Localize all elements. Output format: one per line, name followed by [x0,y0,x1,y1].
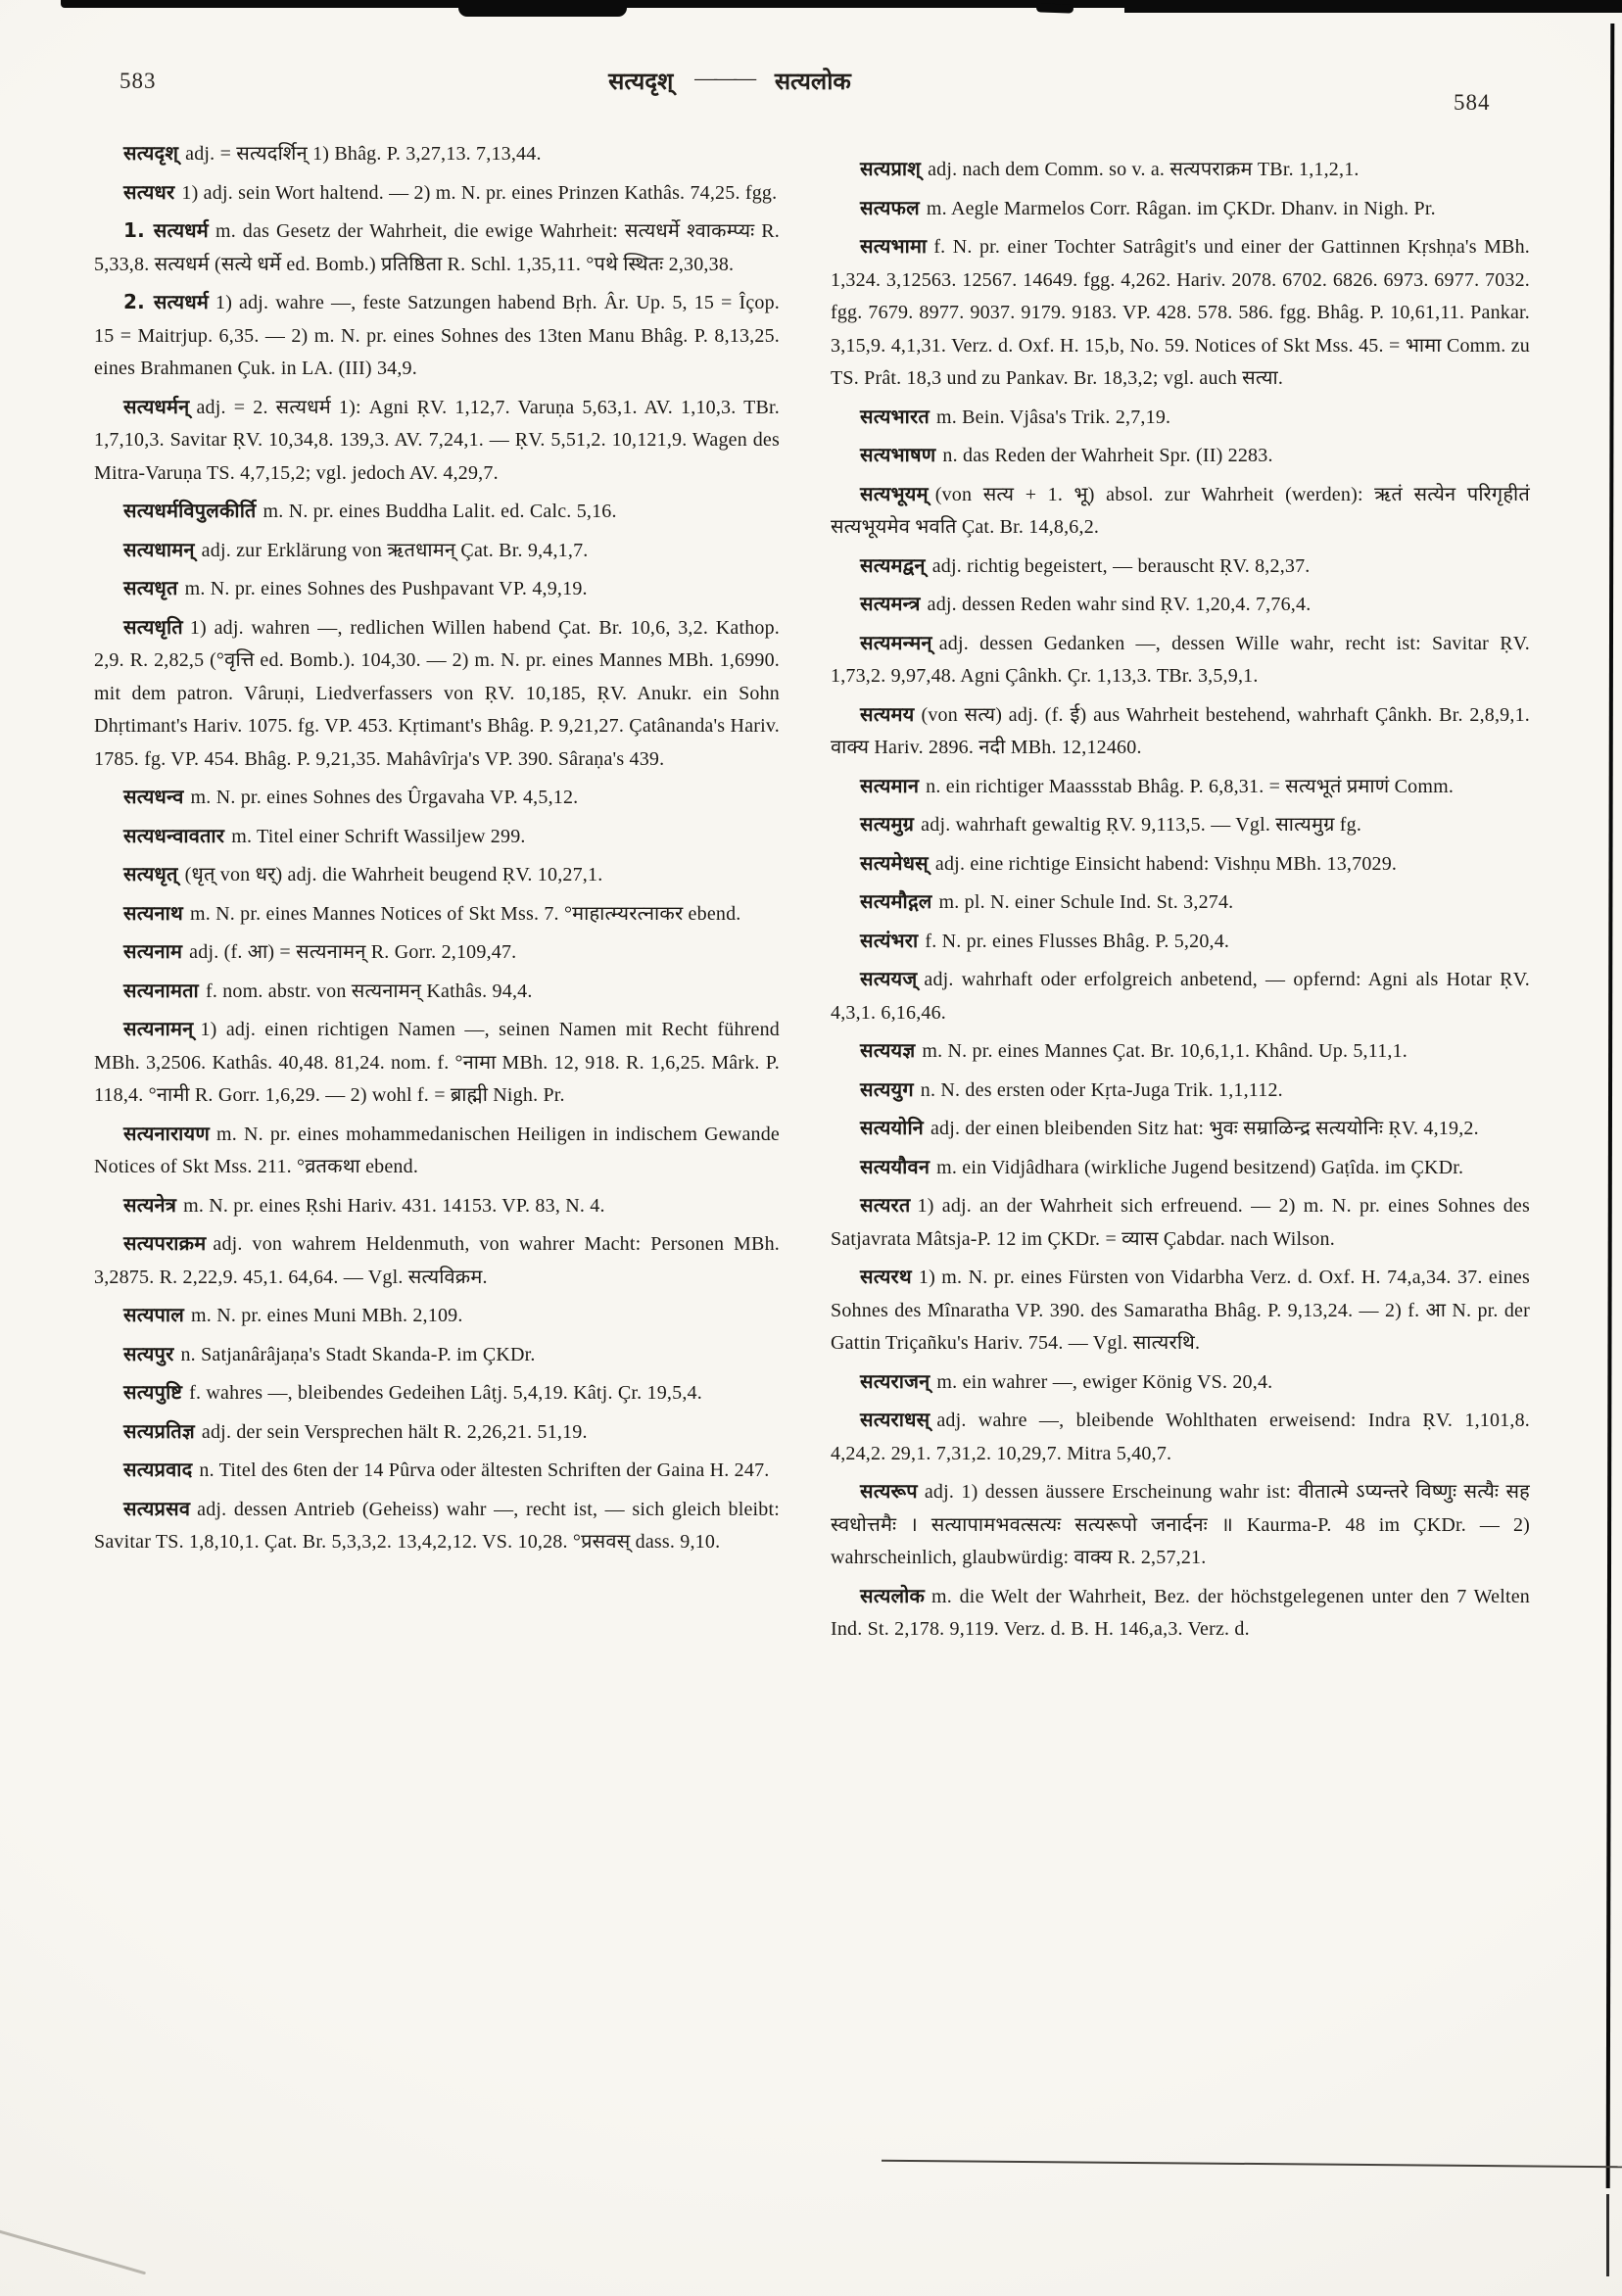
right-column [831,153,1530,1651]
dictionary-entry [94,1189,780,1223]
entry-text: m. Titel einer Schrift Wassiljew 299. [231,825,526,847]
entry-text: m. N. pr. eines Sohnes des Pushpavant VP. 4,9,19. [184,578,588,599]
scan-artifact-right-edge-line [1606,24,1615,2188]
dictionary-entry [94,975,780,1009]
entry-headword: सत्यफल [860,195,920,219]
page-number-right: 584 [1454,90,1491,115]
dictionary-entry [831,1261,1530,1361]
entry-text: n. Titel des 6ten der 14 Pûrva oder ältesten Schriften der Gaina H. 247. [199,1459,770,1481]
dictionary-entry [831,770,1530,804]
entry-headword: सत्यनामता [123,978,199,1002]
dictionary-entry [94,1376,780,1411]
dictionary-entry [94,572,780,606]
entry-headword: सत्यमद्वन् [860,552,926,577]
dictionary-entry [94,176,780,211]
entry-text: m. N. pr. eines Mannes Çat. Br. 10,6,1,1. Khând. Up. 5,11,1. [922,1040,1408,1062]
dictionary-entry [94,1118,780,1184]
dictionary-entry [94,286,780,386]
dictionary-entry [94,820,780,854]
dictionary-entry [831,847,1530,882]
dictionary-entry [831,1151,1530,1185]
entry-headword: सत्यभाषण [860,443,936,466]
dictionary-entry [831,401,1530,435]
entry-text: f. N. pr. eines Flusses Bhâg. P. 5,20,4. [925,930,1230,952]
entry-headword: सत्यरत [860,1193,911,1217]
entry-headword: सत्यराधस् [860,1408,930,1431]
entry-headword: सत्यभूयम् [860,481,929,505]
entry-text: 1) m. N. pr. eines Fürsten von Vidarbha Verz. d. Oxf. H. 74,a,34. 37. eines Sohnes des Mînaratha VP. 390. des Samaratha Bhâg. P. 9,13,24. — 2) f. आ N. pr. der Gattin Triçañku's Hariv. 754. — Vgl. सात्यरथि. [831,1267,1530,1354]
entry-text: adj. zur Erklärung von ऋतधामन् Çat. Br. 9,4,1,7. [201,539,589,561]
entry-text: adj. der sein Versprechen hält R. 2,26,21. 51,19. [201,1420,588,1443]
entry-text: 1) adj. wahre —, feste Satzungen habend Bṛh. Âr. Up. 5, 15 = Îçop. 15 = Maitrjup. 6,35. — 2) m. N. pr. eines Sohnes des 13ten Manu Bhâg. P. 8,13,25. eines Brahmanen Çuk. in LA. (III) 34,9. [94,292,780,379]
entry-text: adj. dessen Antrieb (Geheiss) wahr —, recht ist, — sich gleich bleibt: Savitar TS. 1,8,10,1. Çat. Br. 5,3,3,2. 13,4,2,12. VS. 10,28. °प्रसवस् dass. 9,10. [94,1498,780,1553]
entry-text: m. die Welt der Wahrheit, Bez. der höchstgelegenen unter den 7 Welten Ind. St. 2,178. 9,119. Verz. d. B. H. 146,a,3. Verz. d. [831,1585,1530,1640]
dictionary-entry [831,550,1530,584]
dictionary-entry [831,1365,1530,1400]
entry-headword: सत्यरथ [860,1265,912,1288]
entry-text: 1) adj. an der Wahrheit sich erfreuend. — 2) m. N. pr. eines Sohnes des Satjavrata Mâtsja-P. 12 im ÇKDr. = व्यास Çabdar. nach Wilson. [831,1195,1530,1250]
dictionary-entry [831,588,1530,622]
dictionary-entry [831,1475,1530,1575]
entry-headword: सत्यपाल [123,1303,185,1326]
entry-text: adj. wahrhaft gewaltig ṚV. 9,113,5. — Vgl. सात्यमुग्र fg. [921,814,1362,836]
entry-text: adj. von wahrem Heldenmuth, von wahrer Macht: Personen MBh. 3,2875. R. 2,22,9. 45,1. 64,64. — Vgl. सत्यविक्रम. [94,1233,780,1288]
entry-headword: सत्यधृत् [123,862,178,885]
entry-headword: सत्यधन्वावतार [123,823,225,847]
entry-text: m. N. pr. eines Mannes Notices of Skt Mss. 7. °माहात्म्यरत्नाकर ebend. [189,902,741,925]
dictionary-entry [94,897,780,932]
entry-text: m. ein Vidjâdhara (wirkliche Jugend besitzend) Gaṭîda. im ÇKDr. [936,1156,1464,1178]
dictionary-entry [94,1493,780,1559]
entry-text: n. ein richtiger Maassstab Bhâg. P. 6,8,31. = सत्यभूतं प्रमाणं Comm. [926,775,1455,797]
entry-text: adj. 1) dessen äussere Erscheinung wahr ist: वीतात्मे ऽप्यन्तरे विष्णुः सत्यैः सह स्वधोत्तमैः । सत्यापामभवत्सत्यः सत्यरूपो जनार्दनः ॥ Kaurma-P. 48 im ÇKDr. — 2) wahrscheinlich, glaubwürdig: वाक्य R. 2,57,21. [831,1481,1530,1568]
entry-text: 1) adj. einen richtigen Namen —, seinen Namen mit Recht führend MBh. 3,2506. Kathâs. 40,48. 81,24. nom. f. °नामा MBh. 12, 918. R. 1,6,25. Mârk. P. 118,4. °नामी R. Gorr. 1,6,29. — 2) wohl f. = ब्राह्मी Nigh. Pr. [94,1019,780,1106]
running-header-first-word: सत्यदृश् [608,68,674,95]
entry-text: 1) adj. sein Wort haltend. — 2) m. N. pr. eines Prinzen Kathâs. 74,25. fgg. [181,181,778,204]
dictionary-entry [94,935,780,970]
entry-headword: सत्यधामन् [123,537,195,561]
dictionary-entry [94,1454,780,1488]
entry-headword: सत्यमुग्र [860,812,915,836]
entry-text: m. N. pr. eines Ṛshi Hariv. 431. 14153. VP. 83, N. 4. [183,1194,605,1217]
scan-artifact-corner-curl [0,2226,146,2275]
dictionary-entry [94,1013,780,1113]
entry-text: 1) adj. wahren —, redlichen Willen habend Çat. Br. 10,6, 3,2. Kathop. 2,9. R. 2,82,5 (°वृत्ति ed. Bomb.). 104,30. — 2) m. N. pr. eines Mannes MBh. 1,6990. mit dem patron. Vâruṇi, Liedverfassers von ṚV. 10,185, ṚV. Anukr. ein Sohn Dhṛtimant's Hariv. 1075. fg. VP. 453. Kṛtimant's Bhâg. P. 9,21,27. Çatânanda's Hariv. 1785. fg. VP. 454. Bhâg. P. 9,21,35. Mahâvîrja's VP. 390. Sâraṇa's 439. [94,616,780,770]
entry-headword: सत्यमौद्गल [860,889,932,913]
entry-text: n. das Reden der Wahrheit Spr. (II) 2283. [942,445,1273,466]
entry-text: m. ein wahrer —, ewiger König VS. 20,4. [936,1370,1273,1393]
scan-artifact-right-edge-lower [1606,2194,1609,2276]
entry-text: adj. dessen Gedanken —, dessen Wille wahr, recht ist: Savitar ṚV. 1,73,2. 9,97,48. Agni Çânkh. Çr. 1,13,3. TBr. 3,5,9,1. [831,632,1530,687]
entry-text: adj. wahre —, bleibende Wohlthaten erweisend: Indra ṚV. 1,101,8. 4,24,2. 29,1. 7,31,2. 10,29,7. Mitra 5,40,7. [831,1410,1530,1464]
scan-artifact-top-mark [1036,3,1073,13]
entry-headword: सत्यरूप [860,1479,918,1503]
dictionary-entry [94,1299,780,1333]
dictionary-entry [831,1112,1530,1146]
entry-headword: सत्ययज्ञ [860,1038,916,1062]
dictionary-entry [831,1034,1530,1069]
dictionary-entry [94,391,780,491]
entry-text: (von सत्य + 1. भू) absol. zur Wahrheit (werden): ऋतं सत्येन परिगृहीतं सत्यभूयमेव भवति Çat. Br. 14,8,6,2. [831,483,1530,538]
running-header-last-word: सत्यलोक [774,68,851,95]
entry-headword: सत्यप्रतिज्ञ [123,1418,195,1443]
entry-text: f. nom. abstr. von सत्यनामन् Kathâs. 94,4. [205,980,533,1002]
entry-headword: सत्यराजन् [860,1368,930,1393]
scan-artifact-top-blob [458,0,627,17]
scan-artifact-top-right-edge [1124,0,1622,13]
dictionary-entry [831,808,1530,842]
entry-headword: सत्यलोक [860,1583,926,1607]
entry-headword: सत्यभामा [860,234,928,258]
entry-text: adj. wahrhaft oder erfolgreich anbetend, — opfernd: Agni als Hotar ṚV. 4,3,1. 6,16,46. [831,969,1530,1024]
dictionary-entry [831,925,1530,959]
dictionary-entry [94,1227,780,1294]
running-header [0,65,1459,97]
dictionary-entry [831,1189,1530,1256]
entry-text: adj. eine richtige Einsicht habend: Vishṇu MBh. 13,7029. [934,852,1398,875]
entry-headword: सत्यनारायण [123,1121,211,1145]
entry-text: m. pl. N. einer Schule Ind. St. 3,274. [938,891,1234,913]
entry-text: (von सत्य) adj. (f. ई) aus Wahrheit bestehend, wahrhaft Çânkh. Br. 2,8,9,1. वाक्य Hariv. 2896. नदी MBh. 12,12460. [831,703,1530,758]
dictionary-entry [94,1415,780,1450]
dictionary-entry [94,137,780,171]
entry-headword: सत्यमान [860,773,920,797]
dictionary-entry [94,781,780,815]
entry-headword: सत्यधर [123,179,175,204]
entry-headword: सत्यधृत [123,576,178,599]
entry-text: adj. (f. आ) = सत्यनामन् R. Gorr. 2,109,47. [189,941,517,963]
dictionary-entry [831,1580,1530,1647]
dictionary-entry [831,192,1530,226]
entry-headword: 1. सत्यधर्म [123,218,209,242]
entry-text: adj. nach dem Comm. so v. a. सत्यपराक्रम TBr. 1,1,2,1. [928,159,1360,180]
entry-headword: सत्यधर्मविपुलकीर्ति [123,499,257,522]
entry-headword: सत्यनाम [123,939,183,963]
entry-headword: सत्यधर्मन् [123,394,190,418]
dictionary-entry [94,495,780,529]
entry-headword: सत्यमन्त्र [860,592,921,615]
entry-text: adj. dessen Reden wahr sind ṚV. 1,20,4. 7,76,4. [927,594,1312,615]
entry-headword: सत्यभारत [860,404,930,428]
entry-text: n. N. des ersten oder Kṛta-Juga Trik. 1,1,112. [920,1078,1283,1101]
dictionary-entry [831,963,1530,1029]
entry-text: n. Satjanârâjaṇa's Stadt Skanda-P. im ÇKDr. [180,1343,536,1365]
dictionary-entry [94,1338,780,1372]
entry-text: adj. = सत्यदर्शिन् 1) Bhâg. P. 3,27,13. 7,13,44. [185,143,542,165]
dictionary-entry [831,627,1530,694]
entry-headword: सत्यंभरा [860,928,919,952]
entry-headword: सत्यमेधस् [860,850,929,875]
entry-headword: सत्यपुष्टि [123,1380,183,1404]
entry-headword: सत्यप्रसव [123,1496,191,1520]
entry-text: m. N. pr. eines mohammedanischen Heiligen in indischem Gewande Notices of Skt Mss. 211. °व्रतकथा ebend. [94,1123,780,1177]
running-header-dash: ——— [694,66,754,90]
entry-headword: सत्यनेत्र [123,1192,177,1217]
left-column [94,137,780,1564]
entry-headword: सत्यदृश् [123,141,179,165]
entry-text: f. N. pr. einer Tochter Satrâgit's und einer der Gattinnen Kṛshṇa's MBh. 1,324. 3,12563. 12567. 14649. fgg. 4,262. Hariv. 2078. 6702. 6826. 6973. 6977. 7032. fgg. 7679. 8977. 9037. 9179. 9183. VP. 428. 578. 586. fgg. Bhâg. P. 10,61,11. Pankar. 3,15,9. 4,1,31. Verz. d. Oxf. H. 15,b, No. 59. Notices of Skt Mss. 45. = भामा Comm. zu TS. Prât. 18,3 und zu Pankav. Br. 18,3,2; vgl. auch सत्या. [831,236,1530,389]
entry-headword: सत्यनाथ [123,900,183,925]
dictionary-entry [94,215,780,281]
page-number-left: 583 [119,69,157,93]
entry-headword: सत्यधृति [123,614,183,639]
entry-headword: सत्यप्रवाद [123,1458,193,1481]
scan-artifact-bottom-fold-line [882,2160,1622,2169]
entry-text: m. das Gesetz der Wahrheit, die ewige Wahrheit: सत्यधर्मे श्वाकम्प्यः R. 5,33,8. सत्यधर्म (सत्ये धर्मे ed. Bomb.) प्रतिष्ठिता R. Schl. 1,35,11. °पथे स्थितः 2,30,38. [94,220,780,275]
dictionary-entry [831,1404,1530,1470]
entry-headword: सत्ययोनि [860,1116,924,1139]
entry-headword: सत्यनामन् [123,1017,194,1040]
entry-headword: सत्यमन्मन् [860,630,932,654]
entry-text: adj. = 2. सत्यधर्म 1): Agni ṚV. 1,12,7. Varuṇa 5,63,1. AV. 1,10,3. TBr. 1,7,10,3. Savitar ṚV. 10,34,8. 139,3. AV. 7,24,1. — ṚV. 5,51,2. 10,121,9. Wagen des Mitra-Varuṇa TS. 4,7,15,2; vgl. jedoch AV. 4,29,7. [94,396,780,484]
entry-headword: सत्ययौवन [860,1154,930,1178]
entry-headword: सत्यप्राश् [860,157,922,180]
dictionary-entry [94,858,780,892]
entry-headword: सत्यधन्व [123,785,184,808]
dictionary-entry [831,230,1530,396]
entry-headword: सत्यपुर [123,1341,174,1365]
entry-text: m. Aegle Marmelos Corr. Râgan. im ÇKDr. Dhanv. in Nigh. Pr. [926,197,1436,219]
entry-text: m. N. pr. eines Buddha Lalit. ed. Calc. 5,16. [262,501,617,522]
entry-text: (धृत् von धर्) adj. die Wahrheit beugend ṚV. 10,27,1. [184,864,603,885]
dictionary-entry [831,1074,1530,1108]
entry-text: f. wahres —, bleibendes Gedeihen Lâṭj. 5,4,19. Kâtj. Çr. 19,5,4. [189,1382,702,1404]
dictionary-entry [94,611,780,777]
entry-text: m. N. pr. eines Muni MBh. 2,109. [191,1305,463,1326]
dictionary-entry [831,153,1530,187]
entry-text: adj. der einen bleibenden Sitz hat: भुवः सम्राळिन्द्र सत्ययोनिः ṚV. 4,19,2. [930,1118,1479,1139]
entry-text: m. Bein. Vjâsa's Trik. 2,7,19. [935,406,1171,428]
entry-headword: सत्ययुग [860,1076,914,1101]
entry-text: adj. richtig begeistert, — berauscht ṚV. 8,2,37. [931,554,1311,577]
dictionary-entry [831,478,1530,545]
entry-headword: सत्ययज् [860,967,918,990]
dictionary-entry [831,698,1530,765]
entry-headword: सत्यमय [860,701,915,726]
entry-text: m. N. pr. eines Sohnes des Ûrgavaha VP. 4,5,12. [190,787,579,808]
entry-headword: 2. सत्यधर्म [123,290,210,313]
dictionary-entry [831,439,1530,473]
dictionary-entry [94,534,780,568]
entry-headword: सत्यपराक्रम [123,1231,207,1255]
dictionary-entry [831,885,1530,920]
